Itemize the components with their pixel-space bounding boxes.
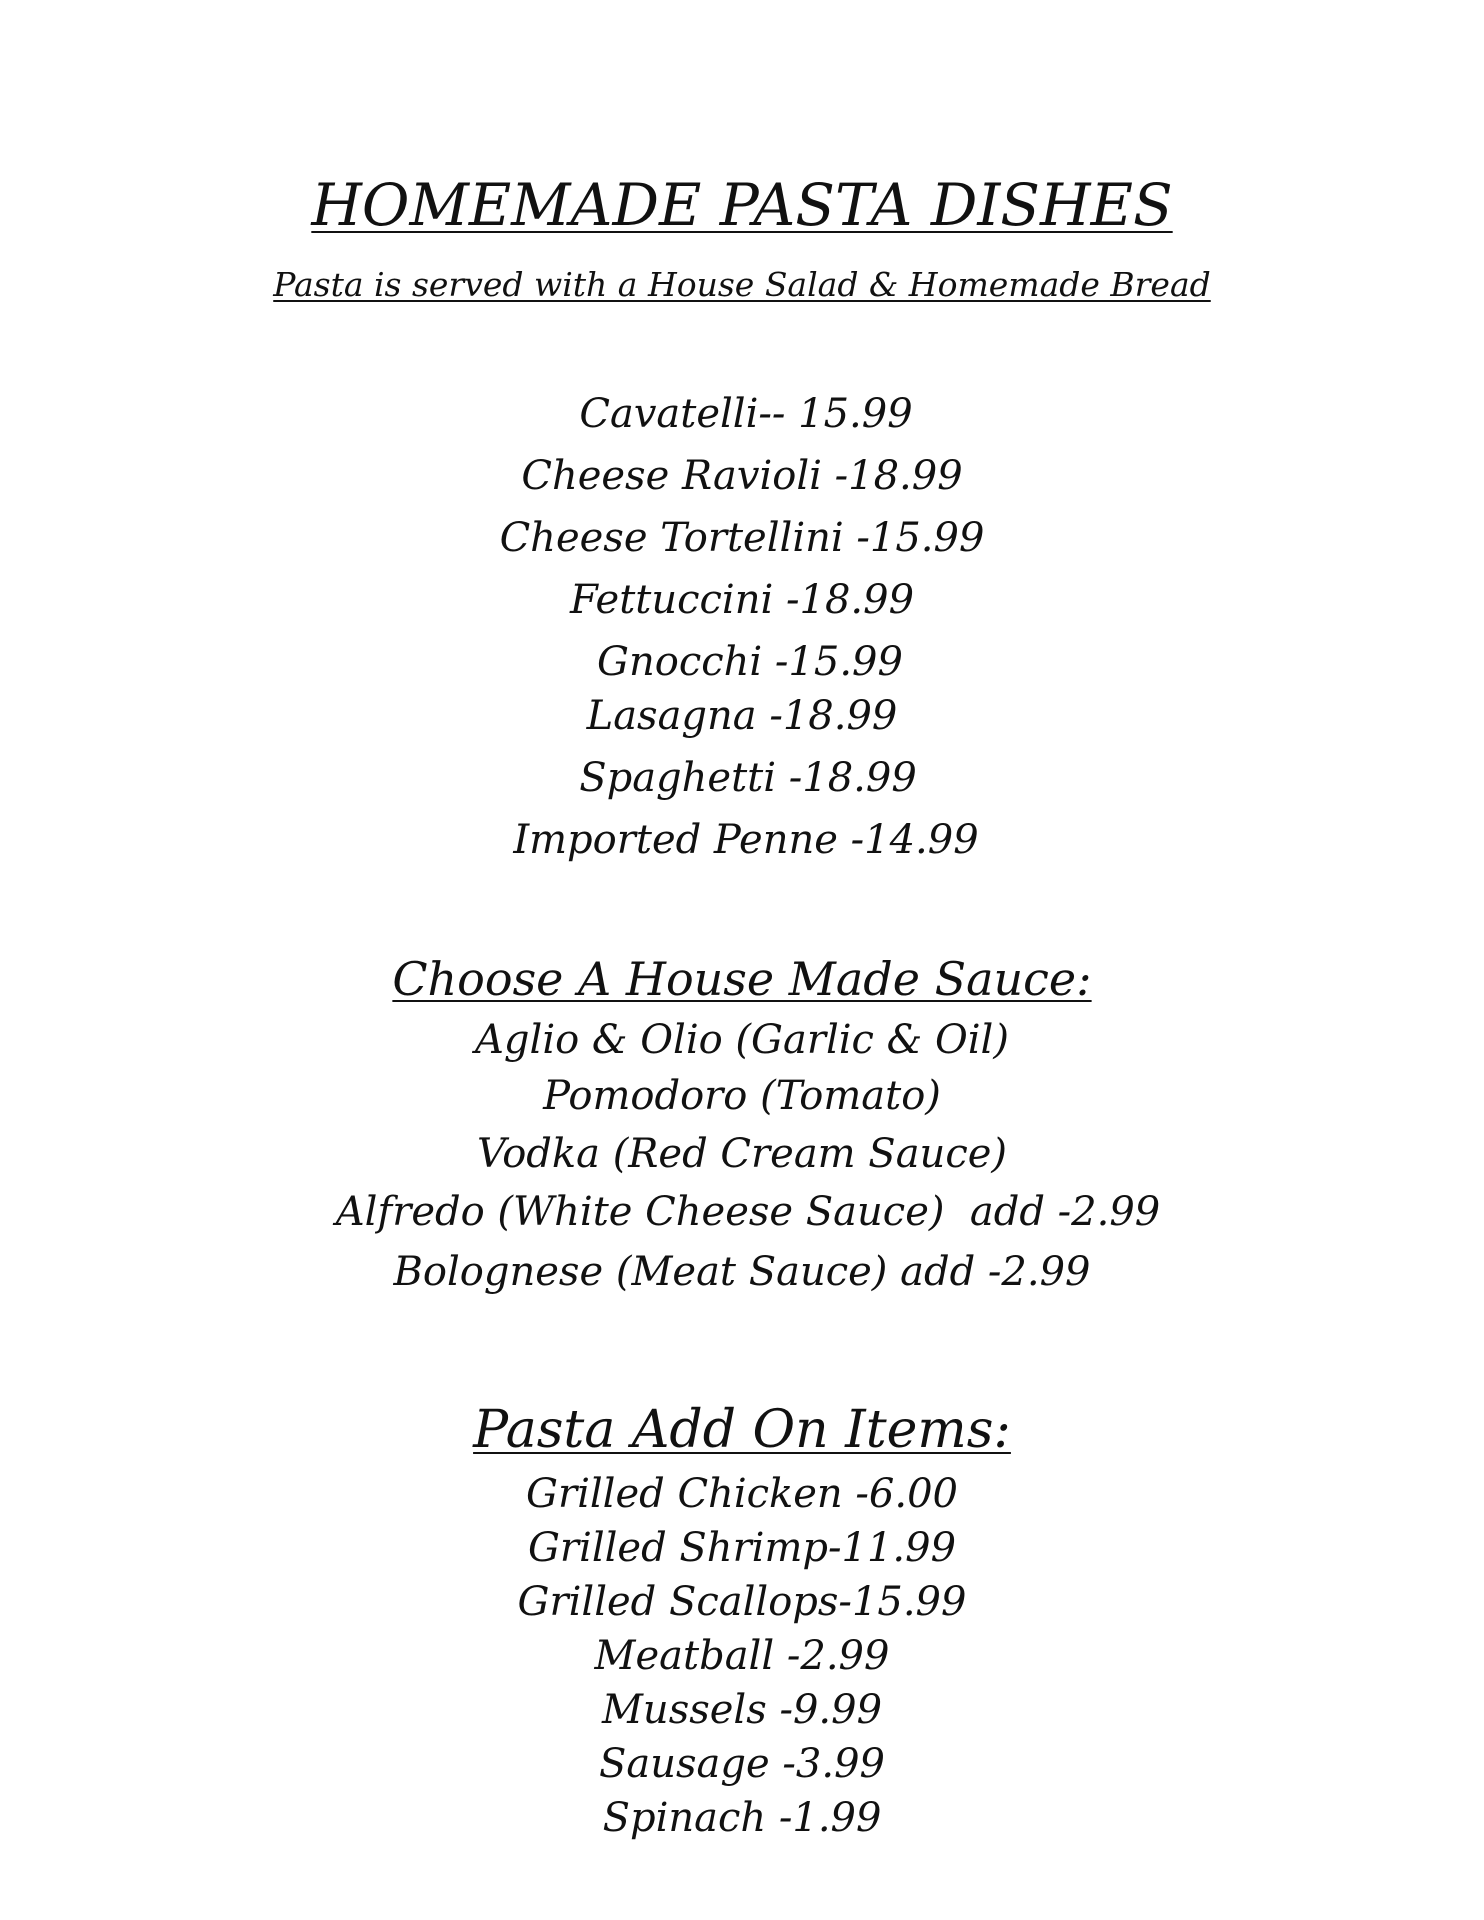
pasta-item-cavatelli: Cavatelli-- 15.99 (579, 391, 913, 437)
addon-item-meatball: Meatball -2.99 (594, 1633, 890, 1679)
pasta-item-imported-penne: Imported Penne -14.99 (513, 817, 979, 863)
pasta-item-fettuccini: Fettuccini -18.99 (569, 577, 915, 623)
pasta-item-cheese-ravioli: Cheese Ravioli -18.99 (521, 453, 963, 499)
pasta-item-cheese-tortellini: Cheese Tortellini -15.99 (499, 515, 985, 561)
pasta-item-spaghetti: Spaghetti -18.99 (579, 755, 917, 801)
menu-title: HOMEMADE PASTA DISHES (311, 171, 1173, 239)
addon-item-sausage: Sausage -3.99 (599, 1741, 885, 1787)
addon-item-grilled-scallops: Grilled Scallops-15.99 (517, 1579, 967, 1625)
sauce-item-aglio-olio: Aglio & Olio (Garlic & Oil) (475, 1017, 1009, 1063)
pasta-item-lasagna: Lasagna -18.99 (586, 693, 898, 739)
addon-item-mussels: Mussels -9.99 (601, 1687, 883, 1733)
sauce-item-bolognese: Bolognese (Meat Sauce) add -2.99 (393, 1249, 1091, 1295)
sauce-item-vodka: Vodka (Red Cream Sauce) (477, 1131, 1007, 1177)
sauce-item-alfredo: Alfredo (White Cheese Sauce) add -2.99 (335, 1189, 1161, 1235)
addons-heading: Pasta Add On Items: (473, 1400, 1011, 1460)
addon-item-grilled-shrimp: Grilled Shrimp-11.99 (527, 1525, 957, 1571)
addon-item-spinach: Spinach -1.99 (602, 1795, 882, 1841)
sauce-heading: Choose A House Made Sauce: (392, 952, 1092, 1006)
pasta-item-gnocchi: Gnocchi -15.99 (597, 639, 903, 685)
menu-subtitle: Pasta is served with a House Salad & Homemade Bread (273, 265, 1211, 304)
addon-item-grilled-chicken: Grilled Chicken -6.00 (526, 1471, 958, 1517)
sauce-item-pomodoro: Pomodoro (Tomato) (543, 1073, 941, 1119)
